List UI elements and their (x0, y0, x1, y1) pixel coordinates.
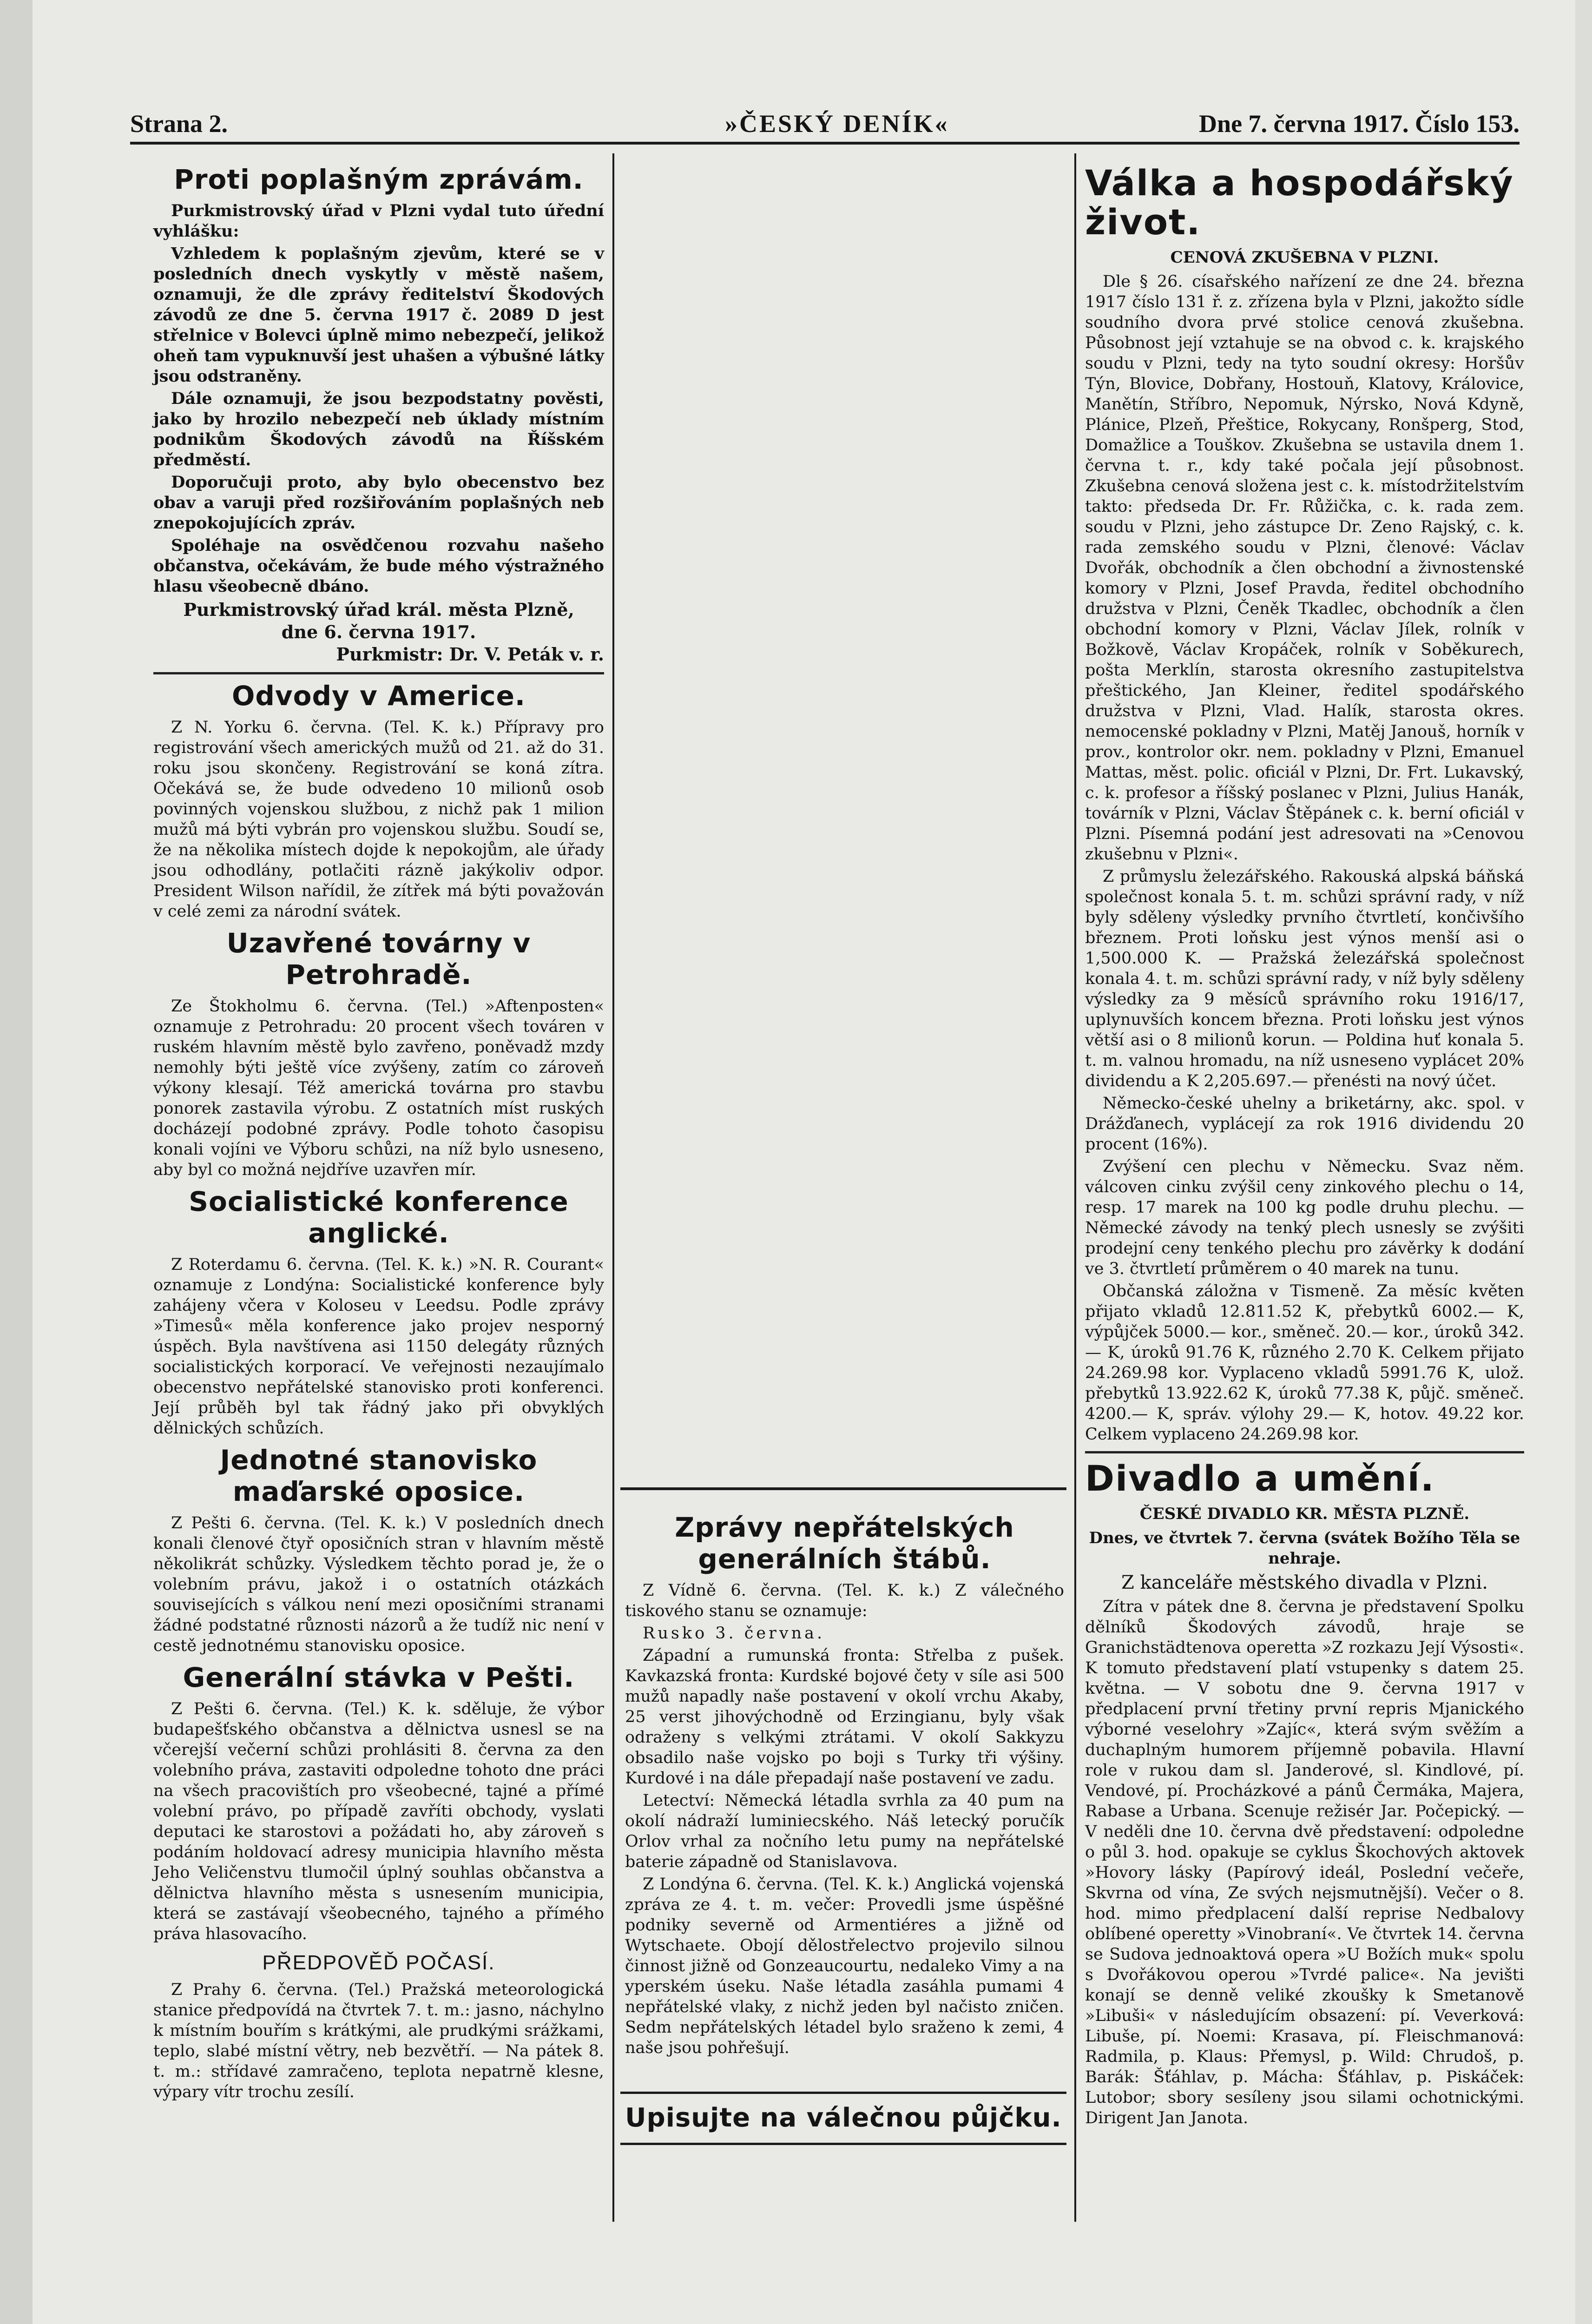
article-paragraph: Purkmistrovský úřad v Plzni vydal tuto úřední vyhlášku: (153, 201, 604, 241)
article-paragraph: Vzhledem k poplašným zjevům, které se v posledních dnech vyskytly v městě našem, oznamuji, že dle zprávy ředitelství Škodových závodů ze dne 5. června 1917 č. 2089 D jest střelnice v Bolevci úplně mimo nebezpečí, jelikož oheň tam vypuknuvší jest uhašen a výbušné látky jsou odstraněny. (153, 244, 604, 386)
article-title-hungarian-opposition: Jednotné stanovisko maďarské oposice. (220, 1444, 538, 1507)
banner-bottom-rule (620, 2143, 1066, 2145)
article-title-petrograd: Uzavřené továrny v Petrohradě. (226, 927, 531, 990)
theatre-notice: Dnes, ve čtvrtek 7. června (svátek Božího Těla se nehraje. (1089, 1529, 1520, 1568)
column-2-top-rule (620, 1487, 1066, 1490)
issue-date: Dne 7. června 1917. Číslo 153. (1199, 110, 1520, 138)
column-divider-2 (1074, 153, 1076, 2222)
article-title-general-strike: Generální stávka v Pešti. (183, 1662, 575, 1693)
article-paragraph: Občanská záložna v Tismeně. Za měsíc květen přijato vkladů 12.811.52 K, přebytků 6002.— K, výpůjček 5000.— kor., směneč. 20.— kor., úroků 342.— K, úroků 91.76 K, různého 2.70 K. Celkem přijato 24.269.98 kor. Vyplaceno vkladů 5991.76 K, ulož. přebytků 13.922.62 K, úroků 77.38 K, půjč. směneč. 4200.— K, správ. výlohy 29.— K, hotov. 49.22 kor. Celkem vyplaceno 24.269.98 kor. (1085, 1282, 1524, 1444)
theatre-office-heading: Z kanceláře městského divadla v Plzni. (1121, 1572, 1488, 1593)
article-paragraph: Z Prahy 6. června. (Tel.) Pražská meteorologická stanice předpovídá na čtvrtek 7. t. m.: jasno, náchylno k místním bouřím s krátkými, ale prudkými srážkami, teplo, slabé místní větry, neb bezvětří. — Na pátek 8. t. m.: střídavé zamračeno, teplota nepatrně klesne, výpary vítr trochu zesílí. (153, 1981, 604, 2101)
newspaper-name: »ČESKÝ DENÍK« (725, 110, 949, 138)
column-left (153, 158, 604, 2203)
header-rule (130, 142, 1520, 145)
article-paragraph: Rusko 3. června. (643, 1624, 825, 1643)
article-paragraph: Ze Štokholmu 6. června. (Tel.) »Aftenposten« oznamuje z Petrohradu: 20 procent všech továren v ruském hlavním městě bylo zavřeno, poněvadž mzdy nemohly býti ještě více zvýšeny, zatím co zároveň výkony klesají. Též americká továrna pro stavbu ponorek zastavila výrobu. Z ostatních míst ruských docházejí podobné zprávy. Podle tohoto časopisu konali vojíni ve Výboru schůzi, na níž bylo usneseno, aby byl co možná nejdříve uzavřen mír. (153, 997, 604, 1179)
signature-office: Purkmistrovský úřad král. města Plzně, (183, 599, 574, 620)
article-paragraph: Zvýšení cen plechu v Německu. Svaz něm. válcoven cinku zvýšil ceny zinkového plechu o 14, resp. 17 marek na 100 kg podle druhu plechu. — Německé závody na tenký plech usnesly se zvýšiti prodejní ceny tenkého plechu pro závěrky k dodání ve 3. čtvrtletí průměrem o 40 marek na tunu. (1085, 1157, 1524, 1278)
article-paragraph: Doporučuji proto, aby bylo obecenstvo bez obav a varuji před rozšiřováním poplašných neb znepokojujících zpráv. (153, 473, 604, 533)
article-paragraph: Spoléhaje na osvědčenou rozvahu našeho občanstva, očekávám, že bude mého výstražného hlasu všeobecně dbáno. (153, 536, 604, 596)
column-right (1085, 158, 1524, 2203)
article-paragraph: Z N. Yorku 6. června. (Tel. K. k.) Přípravy pro registrování všech amerických mužů od 21. až do 31. roku jsou skončeny. Registrování se koná zítra. Očekává se, že bude odvedeno 10 milionů osob povinných vojenskou službou, z nichž pak 1 milion mužů má býti vybrán pro vojenskou službu. Soudí se, že na několika místech dojde k nepokojům, ale úřady jsou odhodlány, potlačiti rázně jakýkoliv odpor. President Wilson nařídil, že zítřek má býti považován v celé zemi za národní svátek. (153, 718, 604, 921)
article-paragraph: Dle § 26. císařského nařízení ze dne 24. března 1917 číslo 131 ř. z. zřízena byla v Plzni, jakožto sídle soudního dvora prvé stolice cenová zkušebna. Působnost její vztahuje se na obvod c. k. krajského soudu v Plzni, tedy na tyto soudní okresy: Horšův Týn, Blovice, Dobřany, Hostouň, Klatovy, Královice, Manětín, Stříbro, Nepomuk, Nýrsko, Nová Kdyně, Plánice, Plzeň, Přeštice, Rokycany, Ronšperg, Stod, Domažlice a Touškov. Zkušebna se ustavila dnem 1. června t. r., kdy také počala její působnost. Zkušebna cenová složena jest c. k. místodržitelstvím takto: předseda Dr. Fr. Růžička, c. k. rada zem. soudu v Plzni, jeho zástupce Dr. Zeno Rajský, c. k. rada zemského soudu v Plzni, členové: Václav Dvořák, obchodník a člen obchodní a živnostenské komory v Plzni, Josef Pravda, ředitel obchodního družstva v Plzni, Čeněk Tkadlec, obchodník a člen obchodní komory v Plzni, Václav Jílek, rolník v Božkově, Václav Kropáček, rolník v Soběkurech, pošta Merklín, starosta okresního zastupitelstva přeštického, Jan Kleiner, ředitel spodářského družstva v Plzni, Vlad. Halík, starosta okres. nemocenské pokladny v Plzni, Matěj Janouš, horník v prov., kontrolor okr. nem. pokladny v Plzni, Emanuel Mattas, měst. polic. oficiál v Plzni, Dr. Frt. Lukavský, c. k. profesor a říšský poslanec v Plzni, Julius Hanák, továrník v Plzni, Václav Štěpánek c. k. berní oficiál v Plzni. Písemná podání jest adresovati na »Cenovou zkušebnu v Plzni«. (1085, 272, 1524, 864)
column-divider-1 (612, 153, 614, 2222)
article-paragraph: Zítra v pátek dne 8. června je představení Spolku dělníků Škodových závodů, hraje se Granichstädtenova operetta »Z rozkazu Její Výsosti«. K tomuto představení platí vstupenky s datem 25. května. — V sobotu dne 9. června 1917 v předplacení první třetiny první repris Mjanického výborné veselohry »Zajíc«, která svým svěžím a duchaplným humorem příjemně pobavila. Hlavní role v rukou dam sl. Janderové, sl. Kindlové, pí. Vendové, pí. Procházkové a pánů Čermáka, Majera, Rabase a Urbana. Scenuje režisér Jar. Počepický. — V neděli dne 10. června dvě představení: odpoledne o půl 3. hod. opakuje se cyklus Škochových aktovek »Hovory lásky (Papírový ideál, Poslední večeře, Skvrna od vína, Ze svých nejsmutnější). Večer o 8. hod. mimo předplacení další reprise Nedbalovy oblíbené operetty »Vinobraní«. Ve čtvrtek 14. června se Sudova jednoaktová opera »U Božích muk« spolu s Dvořákovou operou »Tvrdé palice«. Na jevišti konají se denně veliké zkoušky k Smetanově »Libuši« v následujícím obsazení: pí. Veverková: Libuše, pí. Noemi: Krasava, pí. Fleischmanová: Radmila, p. Klaus: Přemysl, p. Wild: Chrudoš, p. Barák: Šťáhlav, p. Mácha: Šťáhlav, p. Piskáček: Lutobor; sbory sesíleny jsou silami ochotnickými. Dirigent Jan Janota. (1085, 1598, 1524, 2127)
page-edge (0, 0, 33, 2324)
theatre-name: ČESKÉ DIVADLO KR. MĚSTA PLZNĚ. (1139, 1505, 1470, 1523)
article-title-war-economy: Válka a hospodářský život. (1085, 162, 1514, 243)
article-paragraph: Z Pešti 6. června. (Tel.) K. k. sděluje, že výbor budapešťského občanstva a dělnictva usnesl se na včerejší večerní schůzi prohlásiti 8. června za den volebního práva, zastaviti odpoledne tohoto dne práci na všech pracovištích pro všeobecné, tajné a přímé volební právo, po případě zavříti obchody, vyslati deputaci ke starostovi a požádati ho, aby zároveň s podáním holdovací adresy municipia hlavního města Jeho Veličenstvu tlumočil úplný souhlas občanstva a dělnictva hlavního města s usnesením municipia, která se zastávají všeobecného, tajného a přímého práva hlasovacího. (153, 1700, 604, 1943)
article-title-enemy-staffs: Zprávy nepřátelských generálních štábů. (675, 1512, 1014, 1575)
signature-mayor: Purkmistr: Dr. V. Peták v. r. (336, 644, 604, 665)
article-paragraph: Z průmyslu železářského. Rakouská alpská báňská společnost konala 5. t. m. schůzi správní rady, v níž byly sděleny výsledky prvního čtvrtletí, končivšího březnem. Proti loňsku jest výnos menší asi o 1,500.000 K. — Pražská železářská společnost konala 4. t. m. schůzi správní rady, v níž byly sděleny výsledky za 9 měsíců správního roku 1916/17, uplynuvších koncem března. Proti loňsku jest výnos větší asi o 8 milionů korun. — Poldina huť konala 5. t. m. valnou hromadu, na níž usneseno vyplácet 20% dividendu a K 2,205.697.— přenésti na nový účet. (1085, 867, 1524, 1090)
banner-top-rule (620, 2092, 1066, 2094)
article-title-theatre: Divadlo a umění. (1085, 1458, 1435, 1499)
page-number: Strana 2. (130, 110, 228, 138)
article-paragraph: Letectví: Německá létadla svrhla za 40 pum na okolí nádraží luminiecského. Náš letecký poručík Orlov vrhal za nočního letu pumy na nepřátelské baterie západně od Stanislavova. (625, 1791, 1064, 1871)
article-paragraph: Z Roterdamu 6. června. (Tel. K. k.) »N. R. Courant« oznamuje z Londýna: Socialistické konference byly zahájeny včera v Koloseu v Leedsu. Podle zprávy »Timesů« měla konference jako projev nesporný úspěch. Byla navštívena asi 1150 delegáty různých socialistických korporací. Ve veřejnosti nezaujímalo obecenstvo nepřátelské stanovisko proti konferenci. Její průběh byl tak řádný jako při obvyklých dělnických schůzích. (153, 1255, 604, 1438)
article-paragraph: Západní a rumunská fronta: Střelba z pušek. Kavkazská fronta: Kurdské bojové čety v síle asi 500 mužů napadly naše postavení v okolí vrchu Akaby, 25 verst jihovýchodně od Erzingianu, byly však odraženy s velkými ztrátami. V okolí Sakkyzu obsadilo naše vojsko po boji s Turky tři výšiny. Kurdové i na dále přepadají naše postavení ve zadu. (625, 1646, 1064, 1788)
column-middle (625, 1506, 1064, 2157)
article-paragraph: Dále oznamuji, že jsou bezpodstatny pověsti, jako by hrozilo nebezpečí neb úklady místním podnikům Škodových závodů na Říšském předměstí. (153, 389, 604, 469)
article-paragraph: Z Vídně 6. června. (Tel. K. k.) Z válečného tiskového stanu se oznamuje: (625, 1581, 1064, 1620)
section-rule (1085, 1451, 1524, 1453)
signature-date: dne 6. června 1917. (281, 621, 476, 642)
article-title-panic-reports: Proti poplašným zprávám. (174, 164, 584, 195)
article-paragraph: Z Londýna 6. června. (Tel. K. k.) Anglická vojenská zpráva ze 4. t. m. večer: Provedli jsme úspěšné podniky severně od Armentiéres a jižně od Wytschaete. Obojí dělostřelectvo projevilo silnou činnost jižně od Gonzeaucourtu, nedaleko Vimy a na yperském úseku. Naše létadla zasáhla pumami 4 nepřátelské vlaky, z nichž jeden byl načisto zničen. Sedm nepřátelských létadel bylo sraženo k zemi, 4 naše jsou pohřešují. (625, 1875, 1064, 2057)
section-rule (153, 672, 604, 674)
article-paragraph: Z Pešti 6. června. (Tel. K. k.) V posledních dnech konali členové čtyř oposičních stran v hlavním městě několikrát schůzky. Výsledkem těchto porad je, že o volebním právu, jakož i o ostatních otázkách souvisejících s válkou není mezi oposičními stranami žádné podstatné různosti názorů a že tudíž nic není v cestě jednotnému stanovisku oposice. (153, 1514, 604, 1655)
article-paragraph: Německo-české uhelny a briketárny, akc. spol. v Drážďanech, vyplácejí za rok 1916 dividendu 20 procent (16%). (1085, 1094, 1524, 1154)
war-loan-banner: Upisujte na válečnou půjčku. (625, 2103, 1062, 2133)
article-title-socialist-conference: Socialistické konference anglické. (189, 1186, 569, 1249)
page-header (130, 109, 1520, 142)
subheading-price-office: CENOVÁ ZKUŠEBNA V PLZNI. (1170, 248, 1439, 267)
article-title-weather: PŘEDPOVĚĎ POČASÍ. (262, 1951, 495, 1974)
article-title-america: Odvody v Americe. (232, 680, 526, 712)
